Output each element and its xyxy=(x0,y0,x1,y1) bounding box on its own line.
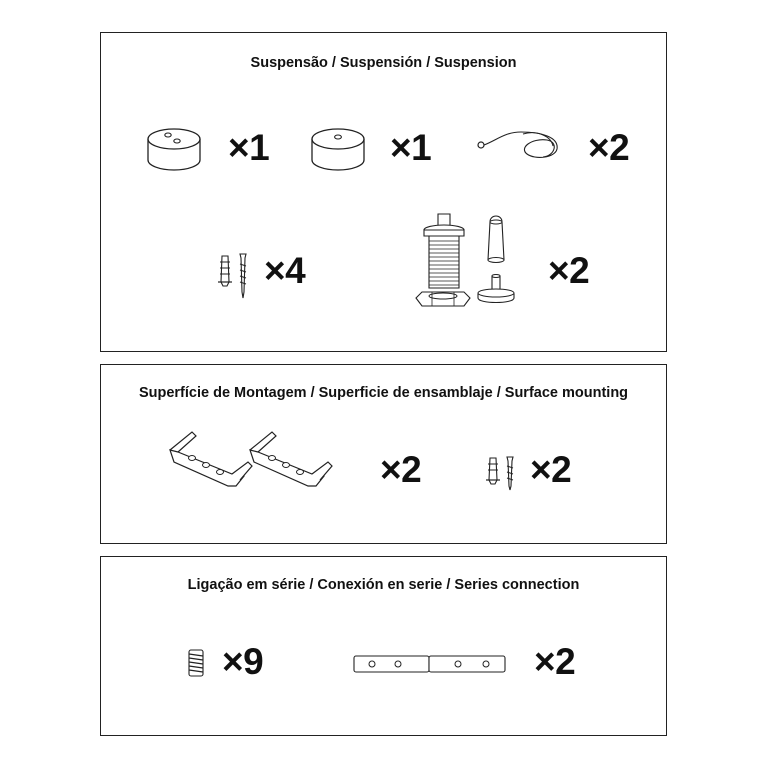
series-connection-title: Ligação em série / Conexión en serie / Series connection xyxy=(187,577,580,593)
cable-gripper-set-icon xyxy=(408,210,526,314)
suspension-section xyxy=(100,32,667,352)
surface-mounting-title: Superfície de Montagem / Superficie de ensamblaje / Surface mounting xyxy=(138,385,629,401)
series-connection-section xyxy=(100,556,667,736)
connecting-plate-quantity: ×2 xyxy=(534,641,576,682)
steel-cable-quantity: ×2 xyxy=(588,127,630,168)
mounting-bracket-quantity: ×2 xyxy=(380,449,422,490)
surface-screw-quantity: ×2 xyxy=(530,449,572,490)
suspension-title: Suspensão / Suspensión / Suspension xyxy=(250,55,517,71)
screw-and-wall-plug-quantity: ×4 xyxy=(264,250,306,291)
screw-and-wall-plug-icon xyxy=(216,252,252,300)
canopy-two-holes-icon xyxy=(146,122,202,174)
canopy-one-hole-icon xyxy=(310,122,366,174)
screw-and-wall-plug-icon xyxy=(484,456,520,492)
connecting-plate-icon xyxy=(352,653,508,675)
threaded-connector-quantity: ×9 xyxy=(222,641,264,682)
cable-gripper-set-quantity: ×2 xyxy=(548,250,590,291)
canopy-two-holes-quantity: ×1 xyxy=(228,127,270,168)
canopy-one-hole-quantity: ×1 xyxy=(390,127,432,168)
mounting-bracket-icon xyxy=(164,428,344,494)
steel-cable-icon xyxy=(473,126,565,166)
threaded-connector-icon xyxy=(186,648,206,678)
